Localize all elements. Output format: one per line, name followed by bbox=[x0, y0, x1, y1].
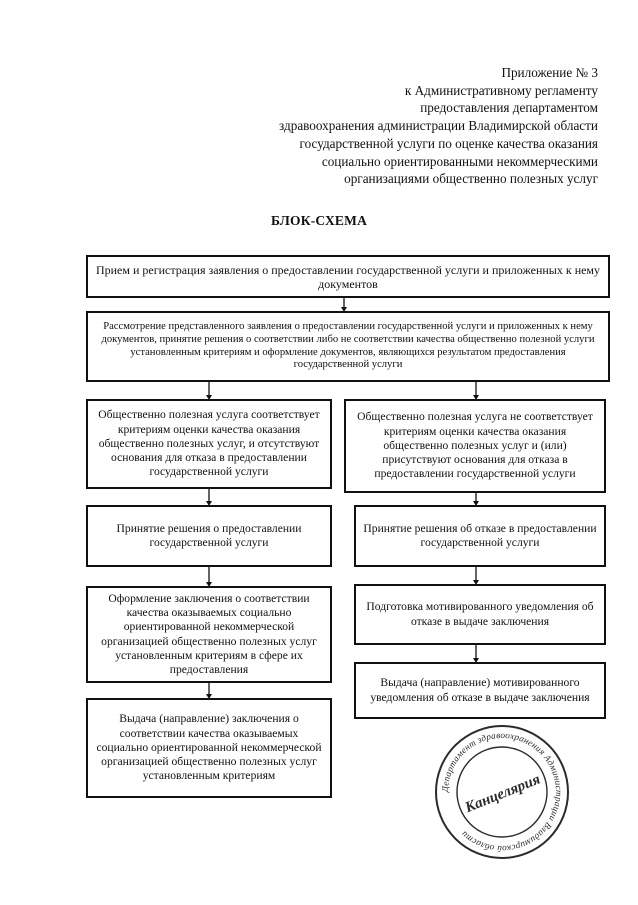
right-condition-box bbox=[344, 399, 606, 493]
flow-step-text: Общественно полезная услуга соответствует критериям оценки качества оказания общественно полезных услуг, и отсутствуют основания для отказа в предоставлении государственной услуги bbox=[98, 408, 320, 479]
flow-step-review bbox=[86, 311, 610, 382]
appendix-line: социально ориентированными некоммерческими bbox=[321, 153, 598, 169]
office-stamp bbox=[432, 722, 572, 862]
flow-step-text: Выдача (направление) мотивированного уведомления об отказе в выдаче заключения bbox=[370, 676, 590, 704]
stamp-center-text: Канцелярия bbox=[462, 771, 543, 817]
appendix-line: Приложение № 3 bbox=[501, 65, 598, 80]
appendix-line: государственной услуги по оценке качества оказания bbox=[299, 135, 598, 151]
right-decision-box bbox=[354, 505, 606, 567]
appendix-line: здравоохранения администрации Владимирской области bbox=[279, 118, 598, 134]
page-title: БЛОК-СХЕМА bbox=[270, 213, 368, 228]
stamp-ring-text: Департамент здравоохранения Администрации Владимирской области bbox=[439, 729, 565, 855]
left-conclusion-box bbox=[86, 586, 332, 683]
left-issue-box bbox=[86, 698, 332, 798]
appendix-line: организациями общественно полезных услуг bbox=[344, 171, 598, 187]
flow-step-text: Прием и регистрация заявления о предоставлении государственной услуги и приложенных к нему документов bbox=[95, 262, 601, 291]
right-issue-box bbox=[354, 662, 606, 719]
flow-step-text: Принятие решения о предоставлении государственной услуги bbox=[116, 521, 302, 549]
flow-step-text: Подготовка мотивированного уведомления об отказе в выдаче заключения bbox=[366, 600, 594, 628]
flow-step-text: Оформление заключения о соответствии качества оказываемых социально ориентированной некоммерческой организацией общественно полезных услуг установленным критериям в сфере их предоставления bbox=[101, 591, 317, 676]
left-condition-box bbox=[86, 399, 332, 489]
flow-step-text: Выдача (направление) заключения о соответствии качества оказываемых социально ориентированной некоммерческой организацией общественно полезных услуг установленным критериям bbox=[96, 712, 322, 783]
appendix-line: предоставления департаментом bbox=[420, 100, 598, 116]
left-decision-box bbox=[86, 505, 332, 567]
right-notice-box bbox=[354, 584, 606, 645]
flow-step-reception bbox=[86, 255, 610, 298]
flow-step-text: Общественно полезная услуга не соответствует критериям оценки качества оказания общественно полезных услуг и (или) присутствуют основания для отказа в предоставлении государственной услуги bbox=[357, 410, 593, 481]
flow-step-text: Рассмотрение представленного заявления о предоставлении государственной услуги и приложенных к нему документов, принятие решения о соответствии либо не соответствии качества общественно полезной услуги установленным критериям и оформление документов, являющихся результатом предоставления государственной услуги bbox=[101, 321, 595, 371]
flow-step-text: Принятие решения об отказе в предоставлении государственной услуги bbox=[363, 521, 597, 549]
appendix-line: к Административному регламенту bbox=[404, 82, 598, 98]
